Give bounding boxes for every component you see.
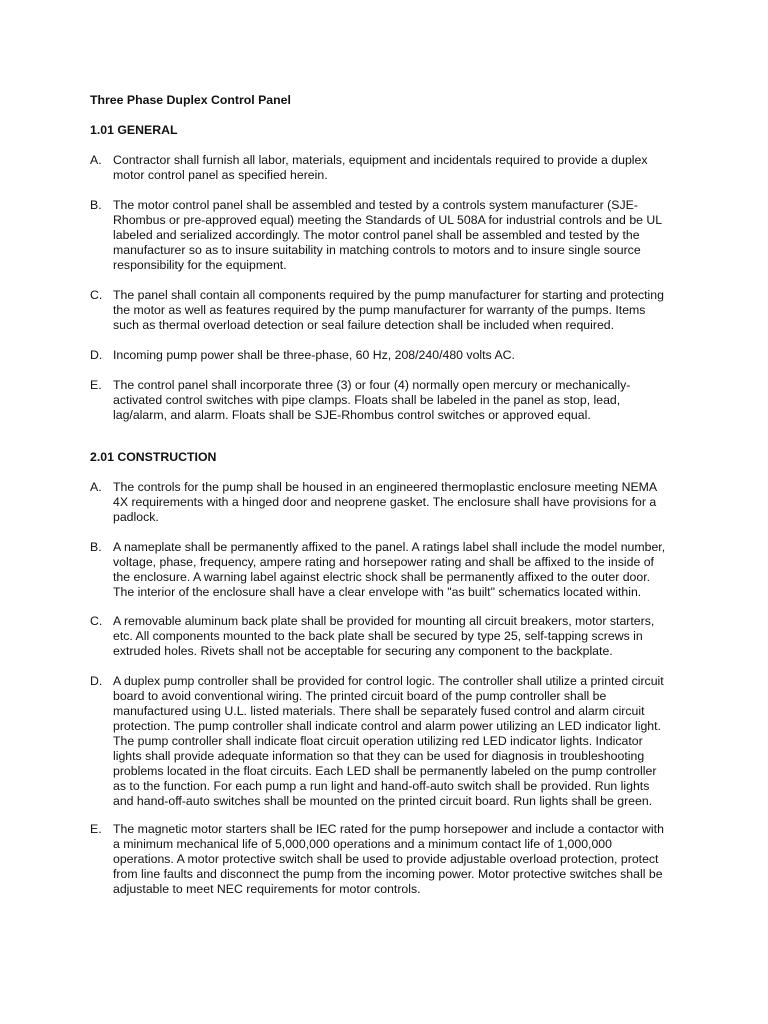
item-line: as to the function. For each pump a run light and hand-off-auto switch shall be provided. Run lights <box>113 779 650 793</box>
item-text <box>113 614 693 659</box>
item-line: The motor control panel shall be assembled and tested by a controls system manufacturer (SJE- <box>113 198 638 212</box>
item-letter: D. <box>90 674 103 688</box>
item-line: The controls for the pump shall be housed in an engineered thermoplastic enclosure meeting NEMA <box>113 480 658 494</box>
item-text <box>113 378 693 423</box>
item-letter: D. <box>90 348 103 362</box>
item-letter: A. <box>90 480 102 494</box>
item-line: lag/alarm, and alarm. Floats shall be SJE-Rhombus control switches or approved equal. <box>113 408 591 422</box>
item-line: such as thermal overload detection or seal failure detection shall be included when required. <box>113 318 615 332</box>
item-letter: C. <box>90 288 103 302</box>
item-line: Rhombus or pre-approved equal) meeting the Standards of UL 508A for industrial controls and be UL <box>113 213 663 227</box>
item-line: extruded holes. Rivets shall not be acceptable for securing any component to the backplate. <box>113 644 613 658</box>
item-line: Contractor shall furnish all labor, materials, equipment and incidentals required to provide a duplex <box>113 153 648 167</box>
item-letter: B. <box>90 540 102 554</box>
item-text <box>113 822 693 897</box>
item-line: lights shall provide adequate information so that they can be used for diagnosis in troubleshooting <box>113 749 645 763</box>
item-line: manufactured using U.L. listed materials. There shall be separately fused control and alarm circuit <box>113 704 645 718</box>
item-line: A removable aluminum back plate shall be provided for mounting all circuit breakers, motor starters, <box>113 614 655 628</box>
item-text <box>113 288 693 333</box>
item-text <box>113 480 693 525</box>
section-heading-construction: 2.01 CONSTRUCTION <box>90 450 217 464</box>
item-line: The pump controller shall indicate float circuit operation utilizing red LED indicator lights. Indicator <box>113 734 643 748</box>
section-heading-general: 1.01 GENERAL <box>90 123 178 137</box>
item-line: board to avoid conventional wiring. The printed circuit board of the pump controller shall be <box>113 689 607 703</box>
item-text <box>113 198 693 273</box>
item-line: The magnetic motor starters shall be IEC rated for the pump horsepower and include a contactor with <box>113 822 664 836</box>
item-line: problems located in the float circuits. Each LED shall be permanently labeled on the pump controller <box>113 764 657 778</box>
item-line: activated control switches with pipe clamps. Floats shall be labeled in the panel as stop, lead, <box>113 393 621 407</box>
item-letter: E. <box>90 822 102 836</box>
item-line: labeled and serialized accordingly. The motor control panel shall be assembled and tested by the <box>113 228 640 242</box>
item-letter: E. <box>90 378 102 392</box>
item-text <box>113 674 693 809</box>
item-line: voltage, phase, frequency, ampere rating and horsepower rating and shall be affixed to the inside of <box>113 555 654 569</box>
item-line: the enclosure. A warning label against electric shock shall be permanently affixed to the outer door. <box>113 570 651 584</box>
item-text <box>113 348 693 363</box>
item-line: The interior of the enclosure shall have a clear envelope with "as built" schematics located within. <box>113 585 642 599</box>
item-line: a minimum mechanical life of 5,000,000 operations and a minimum contact life of 1,000,000 <box>113 837 612 851</box>
item-line: Incoming pump power shall be three-phase, 60 Hz, 208/240/480 volts AC. <box>113 348 515 362</box>
item-line: adjustable to meet NEC requirements for motor controls. <box>113 882 421 896</box>
item-line: etc. All components mounted to the back plate shall be secured by type 25, self-tapping screws in <box>113 629 643 643</box>
item-line: manufacturer so as to insure suitability in matching controls to motors and to insure single source <box>113 243 641 257</box>
item-text <box>113 153 693 183</box>
item-line: responsibility for the equipment. <box>113 258 287 272</box>
item-line: from line faults and disconnect the pump from the incoming power. Motor protective switches shall be <box>113 867 663 881</box>
item-text <box>113 540 693 600</box>
item-line: the motor as well as features required by the pump manufacturer for warranty of the pumps. Items <box>113 303 646 317</box>
item-line: 4X requirements with a hinged door and neoprene gasket. The enclosure shall have provisions for a <box>113 495 657 509</box>
item-line: A nameplate shall be permanently affixed to the panel. A ratings label shall include the model number, <box>113 540 666 554</box>
item-letter: B. <box>90 198 102 212</box>
item-line: and hand-off-auto switches shall be mounted on the printed circuit board. Run lights shall be green. <box>113 794 653 808</box>
item-line: operations. A motor protective switch shall be used to provide adjustable overload protection, protect <box>113 852 659 866</box>
item-line: A duplex pump controller shall be provided for control logic. The controller shall utilize a printed circuit <box>113 674 664 688</box>
item-letter: A. <box>90 153 102 167</box>
item-line: padlock. <box>113 510 159 524</box>
document-title: Three Phase Duplex Control Panel <box>90 93 291 107</box>
item-line: motor control panel as specified herein. <box>113 168 328 182</box>
item-line: protection. The pump controller shall indicate control and alarm power utilizing an LED indicator light. <box>113 719 661 733</box>
item-letter: C. <box>90 614 103 628</box>
item-line: The panel shall contain all components required by the pump manufacturer for starting and protecting <box>113 288 664 302</box>
item-line: The control panel shall incorporate three (3) or four (4) normally open mercury or mechanically- <box>113 378 631 392</box>
